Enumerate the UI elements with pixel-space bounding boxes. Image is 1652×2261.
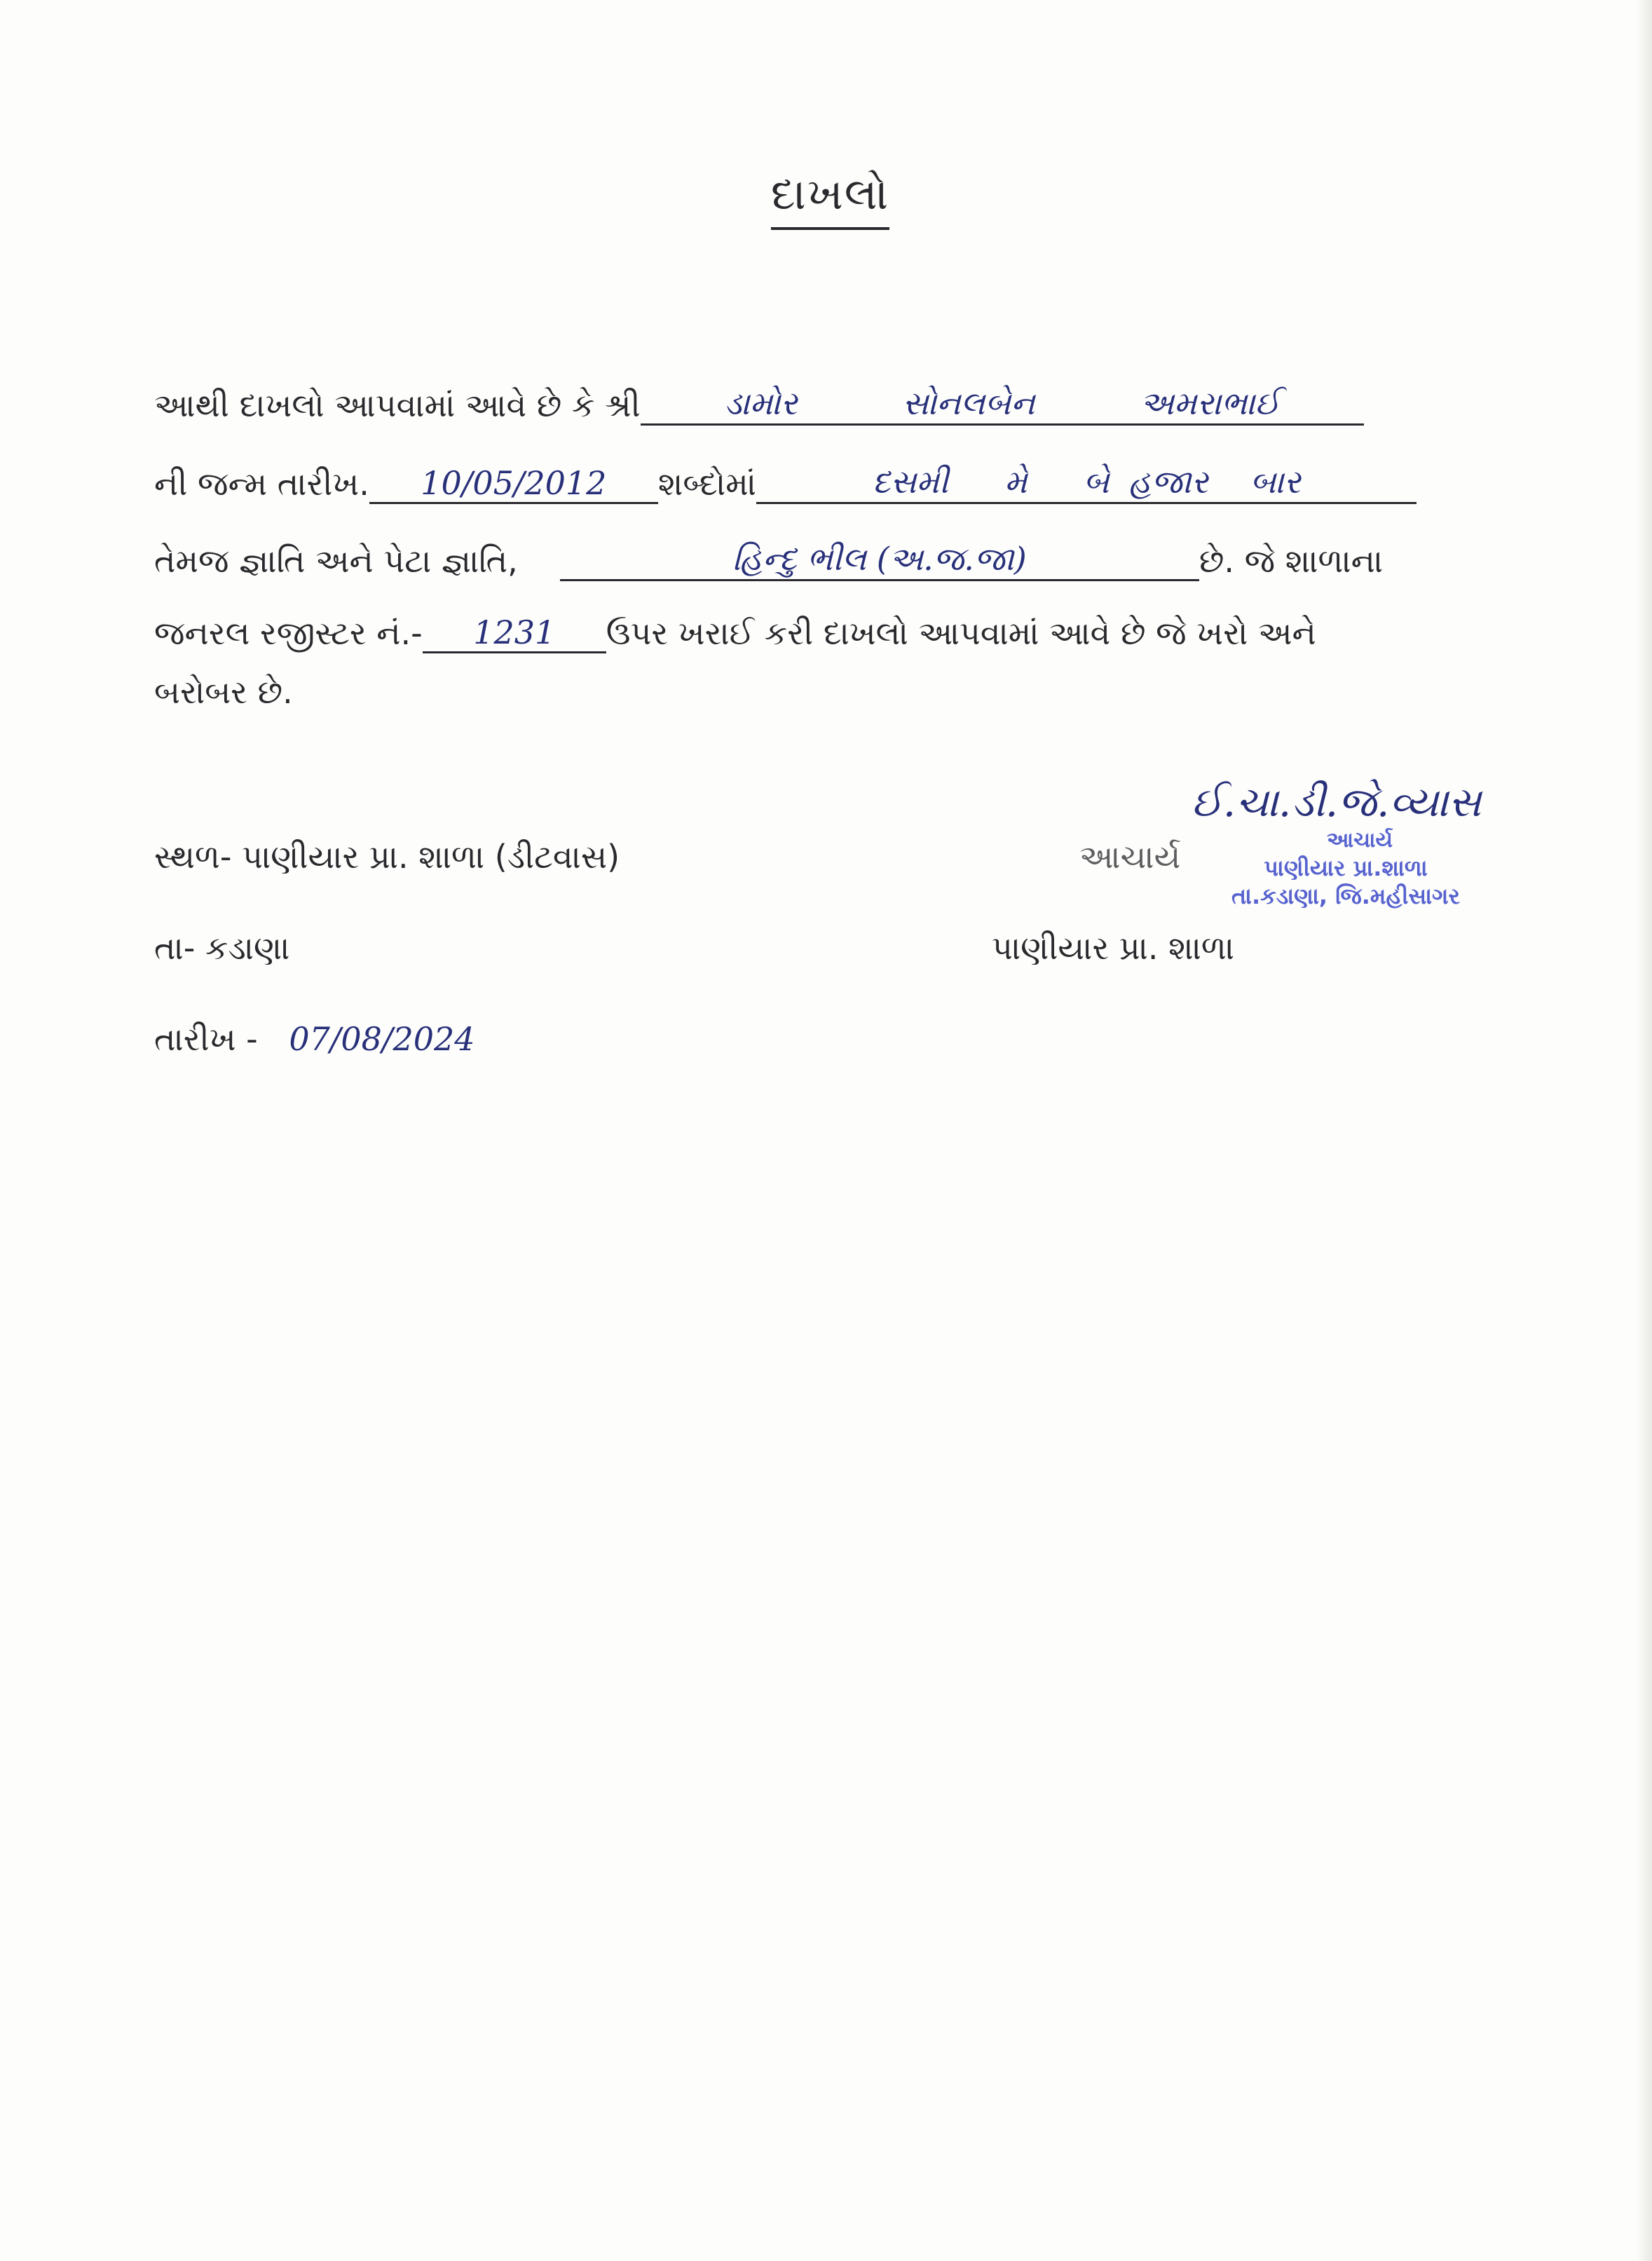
school-stamp xyxy=(1199,827,1493,910)
document-title: દાખલો xyxy=(771,168,889,230)
body-line-2 xyxy=(154,463,1417,504)
student-name-field xyxy=(641,384,1364,426)
issue-date-value: 07/08/2024 xyxy=(289,1020,475,1058)
school-name-under-signature: પાણીયાર પ્રા. શાળા xyxy=(992,929,1234,967)
register-label: જનરલ રજીસ્ટર નં.- xyxy=(154,614,423,652)
intro-text: આથી દાખલો આપવામાં આવે છે કે શ્રી xyxy=(154,386,641,424)
word-month: મે xyxy=(1004,463,1028,501)
caste-label: તેમજ જ્ઞાતિ અને પેટા જ્ઞાતિ, xyxy=(154,542,518,580)
birth-date-label: ની જન્મ તારીખ. xyxy=(154,465,369,503)
stamp-line-3: તા.કડાણા, જિ.મહીસાગર xyxy=(1231,882,1461,909)
scan-edge-shadow xyxy=(1637,0,1652,2261)
principal-signature: ઈ.ચા.ડી.જે.વ્યાસ xyxy=(1192,778,1482,826)
issue-date xyxy=(154,1020,475,1059)
stamp-line-2: પાણીયાર પ્રા.શાળા xyxy=(1264,854,1428,881)
register-suffix: ઉપર ખરાઈ કરી દાખલો આપવામાં આવે છે જે ખરો અને xyxy=(606,614,1316,652)
surname: ડામોર xyxy=(724,384,798,422)
caste-field: હિન્દુ ભીલ (અ.જ.જા) xyxy=(560,540,1199,581)
word-day: દસમી xyxy=(872,463,949,501)
body-line-3 xyxy=(154,540,1383,581)
word-twelve: બાર xyxy=(1250,463,1301,501)
in-words-label: શબ્દોમાં xyxy=(657,465,757,503)
body-line-4 xyxy=(154,613,1316,653)
register-number-field: 1231 xyxy=(423,613,606,653)
first-name: સોનલબેન xyxy=(902,384,1035,422)
word-thousand: હજાર xyxy=(1128,463,1208,501)
father-name: અમરાભાઈ xyxy=(1140,384,1281,422)
principal-designation: આચાર્ય xyxy=(1079,838,1181,876)
caste-suffix: છે. જે શાળાના xyxy=(1199,542,1384,580)
stamp-line-1: આચાર્ય xyxy=(1326,828,1393,853)
word-two: બે xyxy=(1083,463,1110,501)
body-line-5: બરોબર છે. xyxy=(154,673,293,711)
issue-date-label: તારીખ - xyxy=(154,1020,258,1058)
taluka-text: તા- કડાણા xyxy=(154,929,290,967)
body-line-1 xyxy=(154,384,1364,426)
birth-date-field: 10/05/2012 xyxy=(369,464,658,504)
birth-date-words-field xyxy=(756,463,1417,504)
place-text: સ્થળ- પાણીયાર પ્રા. શાળા (ડીટવાસ) xyxy=(154,838,620,876)
